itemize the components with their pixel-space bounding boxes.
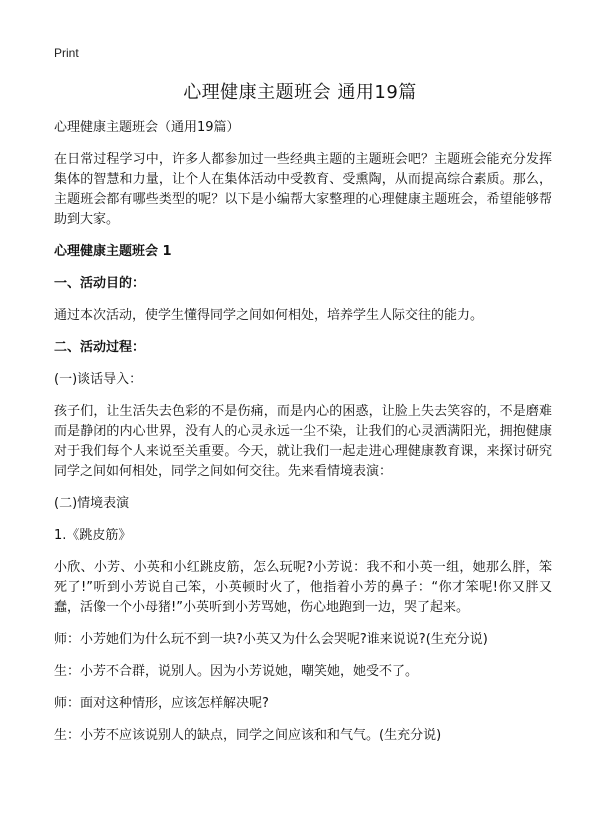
story-paragraph: 小欣、小芳、小英和小红跳皮筋，怎么玩呢?小芳说：我不和小英一组，她那么胖，笨死了!”听到小芳说自己笨，小英顿时火了，他指着小芳的鼻子：“你才笨呢!你又胖又蠢，活像一个小母猪!”小英听到小芳骂她，伤心地跑到一边，哭了起来。 (54, 560, 552, 615)
intro-paragraph: 在日常过程学习中，许多人都参加过一些经典主题的主题班会吧？主题班会能充分发挥集体的智慧和力量，让个人在集体活动中受教育、受熏陶，从而提高综合素质。那么，主题班会都有哪些类型的呢？以下是小编帮大家整理的心理健康主题班会，希望能够帮助到大家。 (54, 152, 552, 227)
dialogue-line: 生：小芳不合群，说别人。因为小芳说她，嘲笑她，她受不了。 (54, 664, 419, 679)
purpose-paragraph: 通过本次活动，使学生懂得同学之间如何相处，培养学生人际交往的能力。 (54, 308, 484, 323)
subheading-intro-talk: (一)谈话导入： (54, 372, 143, 387)
section-heading-process: 二、活动过程： (54, 340, 146, 355)
article-heading: 心理健康主题班会 1 (54, 244, 172, 259)
section-heading-purpose: 一、活动目的： (54, 276, 146, 291)
dialogue-line: 师：面对这种情形，应该怎样解决呢? (54, 696, 269, 711)
dialogue-line: 生：小芳不应该说别人的缺点，同学之间应该和和气气。(生充分说) (54, 728, 442, 743)
subheading-role-play: (二)情境表演 (54, 496, 130, 511)
dialogue-line: 师：小芳她们为什么玩不到一块?小英又为什么会哭呢?谁来说说?(生充分说) (54, 632, 488, 647)
item-title: 1.《跳皮筋》 (54, 528, 132, 543)
page-title: 心理健康主题班会 通用19篇 (183, 82, 417, 103)
document-subtitle: 心理健康主题班会（通用19篇） (54, 120, 240, 135)
print-link[interactable]: Print (54, 46, 79, 60)
document-body (54, 118, 552, 758)
intro-talk-paragraph: 孩子们，让生活失去色彩的不是伤痛，而是内心的困惑，让脸上失去笑容的，不是磨难而是静闭的内心世界，没有人的心灵永远一尘不染，让我们的心灵洒满阳光，拥抱健康对于我们每个人来说至关重要。今天，就让我们一起走进心理健康教育课，来探讨研究同学之间如何相处，同学之间如何交往。先来看情境表演： (54, 404, 552, 479)
